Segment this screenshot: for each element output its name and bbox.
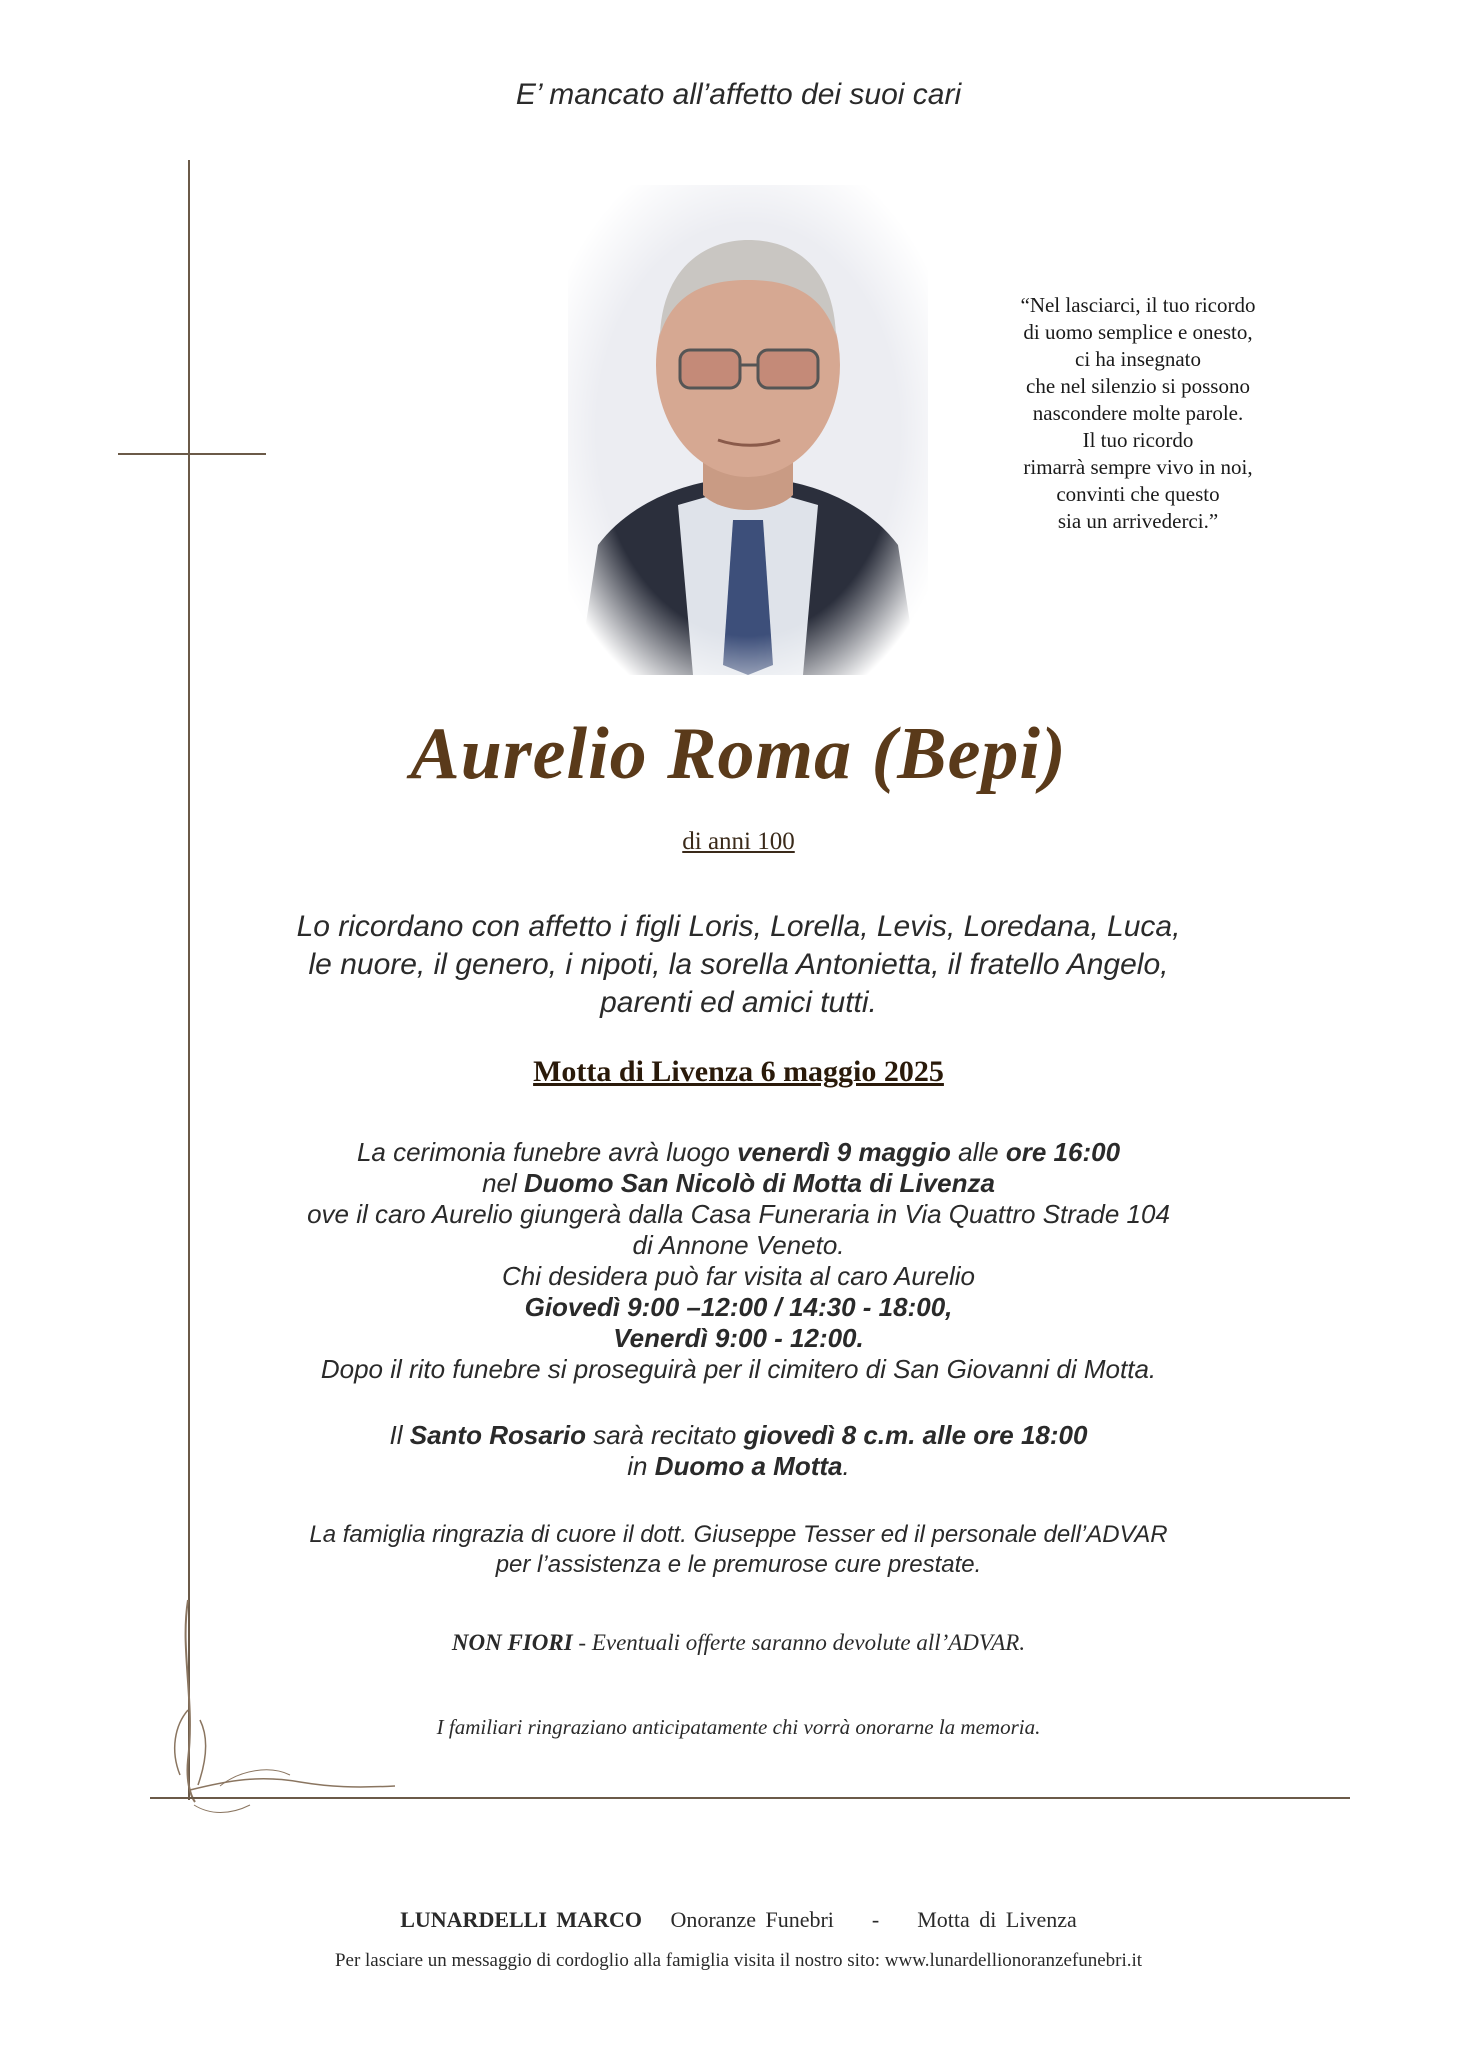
visiting-hours-thursday: Giovedì 9:00 –12:00 / 14:30 - 18:00,: [524, 1292, 953, 1322]
thanks-line: La famiglia ringrazia di cuore il dott. Giuseppe Tesser ed il personale dell’ADVAR: [309, 1521, 1168, 1548]
quote-line: nascondere molte parole.: [1032, 401, 1244, 425]
text: nel: [482, 1168, 524, 1198]
intro-text: E’ mancato all’affetto dei suoi cari: [515, 78, 962, 111]
non-fiori-label: NON FIORI: [451, 1630, 573, 1655]
ceremony-line: [0, 1323, 1477, 1354]
text: sarà recitato: [586, 1420, 744, 1450]
company-name: LUNARDELLI MARCO: [400, 1907, 642, 1932]
company-town: Motta di Livenza: [917, 1907, 1077, 1932]
survivors-line: le nuore, il genero, i nipoti, la sorella Antonietta, il fratello Angelo,: [308, 948, 1169, 981]
survivors-block: [0, 908, 1477, 1022]
separator: -: [871, 1907, 880, 1932]
ceremony-line: [0, 1292, 1477, 1323]
portrait-image-icon: [568, 185, 928, 675]
deceased-name: Aurelio Roma (Bepi): [410, 713, 1067, 795]
rosary-line: [0, 1420, 1477, 1451]
bottom-rule: [150, 1797, 1350, 1799]
ceremony-line: Chi desidera può far visita al caro Aurelio: [501, 1261, 976, 1291]
floral-ornament-icon: [150, 1590, 410, 1820]
familiari-note: I familiari ringraziano anticipatamente chi vorrà onorarne la memoria.: [436, 1715, 1041, 1739]
footer-company: [0, 1907, 1477, 1933]
text: .: [842, 1451, 850, 1481]
text: La cerimonia funebre avrà luogo: [356, 1137, 738, 1167]
ceremony-line: di Annone Veneto.: [632, 1230, 845, 1260]
text: Il: [389, 1420, 410, 1450]
quote-line: convinti che questo: [1056, 482, 1220, 506]
age-text: di anni 100: [682, 828, 795, 855]
company-service: Onoranze Funebri: [670, 1907, 834, 1932]
rosary-location: Duomo a Motta: [654, 1451, 843, 1481]
visiting-hours-friday: Venerdì 9:00 - 12:00.: [613, 1323, 864, 1353]
rosary-line: [0, 1451, 1477, 1482]
quote-line: “Nel lasciarci, il tuo ricordo: [1020, 293, 1256, 317]
text: alle: [950, 1137, 1006, 1167]
ceremony-date: venerdì 9 maggio: [737, 1137, 951, 1167]
ceremony-line: [0, 1168, 1477, 1199]
footer-message: Per lasciare un messaggio di cordoglio alla famiglia visita il nostro sito: www.lunardellionoranzefunebri.it: [334, 1950, 1143, 1971]
thanks-block: [0, 1520, 1477, 1580]
ceremony-block: [0, 1137, 1477, 1385]
quote-line: rimarrà sempre vivo in noi,: [1023, 455, 1253, 479]
ceremony-time: ore 16:00: [1005, 1137, 1121, 1167]
cross-horizontal: [118, 453, 266, 455]
non-fiori-text: - Eventuali offerte saranno devolute all’ADVAR.: [572, 1630, 1026, 1655]
quote-line: di uomo semplice e onesto,: [1023, 320, 1253, 344]
quote-line: Il tuo ricordo: [1082, 428, 1194, 452]
quote-line: sia un arrivederci.”: [1057, 509, 1219, 533]
deceased-age: [0, 828, 1477, 856]
survivors-line: parenti ed amici tutti.: [600, 986, 877, 1019]
quote-block: [988, 292, 1288, 535]
ceremony-line: [0, 1137, 1477, 1168]
place-date-text: Motta di Livenza 6 maggio 2025: [533, 1055, 944, 1088]
thanks-line: per l’assistenza e le premurose cure prestate.: [495, 1551, 982, 1578]
ceremony-line: ove il caro Aurelio giungerà dalla Casa Funeraria in Via Quattro Strade 104: [307, 1199, 1170, 1229]
quote-line: che nel silenzio si possono: [1026, 374, 1250, 398]
place-date: [0, 1055, 1477, 1089]
rosary-datetime: giovedì 8 c.m. alle ore 18:00: [743, 1420, 1088, 1450]
non-fiori-note: [0, 1630, 1477, 1656]
portrait-photo: [568, 185, 928, 675]
rosary-title: Santo Rosario: [409, 1420, 586, 1450]
survivors-line: Lo ricordano con affetto i figli Loris, Lorella, Levis, Loredana, Luca,: [296, 910, 1181, 943]
ceremony-line: Dopo il rito funebre si proseguirà per il cimitero di San Giovanni di Motta.: [320, 1354, 1157, 1384]
quote-line: ci ha insegnato: [1075, 347, 1201, 371]
ceremony-location: Duomo San Nicolò di Motta di Livenza: [524, 1168, 995, 1198]
text: in: [627, 1451, 655, 1481]
rosary-block: [0, 1420, 1477, 1482]
